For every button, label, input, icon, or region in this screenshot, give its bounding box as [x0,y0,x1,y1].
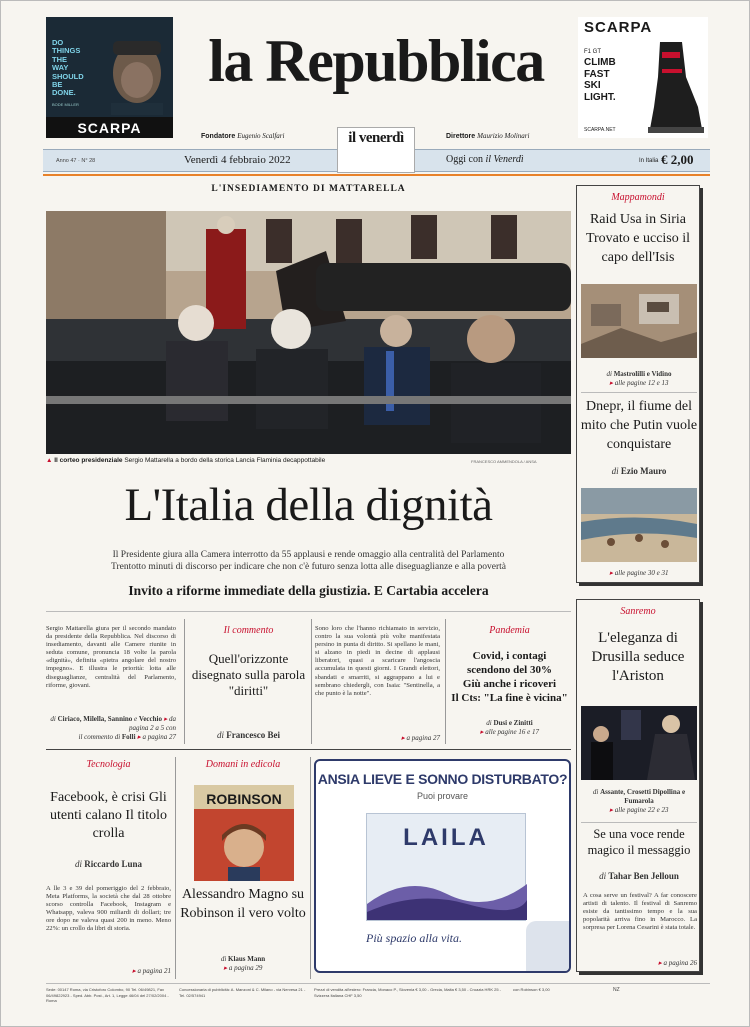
pandemia-byline-prefix: di [486,719,492,727]
masthead-title: la Repubblica [208,28,544,94]
pandemia-line: Il Cts: "La fine è vicina" [451,692,568,704]
pandemia-headline[interactable] [448,649,571,705]
lead-photo[interactable] [46,211,571,454]
mappamondi-pages2: alle pagine 30 e 31 [614,569,669,577]
ad-left-line: THINGS [52,46,81,56]
tecnologia-body: A lle 3 e 39 del pomeriggio del 2 febbraio, Meta Platforms, la società che dal 28 ottobre scorso controlla Facebook, Instagram e Whatsapp, valeva 900 miliardi di dollari; tre ore dopo ne valeva quasi 200 in meno. Meno 22%: un crollo da libri di storia. [46,885,171,933]
ad-left-brand: SCARPA [77,120,142,136]
skier-portrait-image [101,25,171,115]
pandemia-line: scendono del 30% [467,664,552,676]
syria-rubble-image [581,284,697,358]
byline-prefix: di [50,715,56,723]
today-with-name: il Venerdì [485,154,524,165]
ad-right-url: SCARPA.NET [584,127,616,133]
mappamondi-box [576,185,700,583]
ad-right-line: LIGHT. [584,91,616,103]
price: € 2,00 [661,152,694,167]
ad-left-line: DONE. [52,88,76,98]
sanremo-stage-image [581,706,697,780]
lead-headline[interactable]: L'Italia della dignità [124,479,493,531]
pandemia-line: Covid, i contagi [472,650,547,662]
pandemia-pages: alle pagine 16 e 17 [485,728,539,736]
mappamondi-byline-prefix: di [606,370,612,378]
tecnologia-kicker: Tecnologia [86,759,131,770]
lead-subhead[interactable]: Invito a riforme immediate della giustizia. E Cartabia accelera [128,583,489,598]
mappamondi-byline: di Mastrolilli e Vidino ▸ alle pagine 12 e 13 [606,370,672,387]
byline-and: e [134,715,138,723]
pandemia-author: Dusi e Zinitti [493,719,533,727]
tecnologia-headline[interactable]: Facebook, è crisi Gli utenti calano Il titolo crolla [49,790,168,841]
ad-laila-product: LAILA [403,824,489,851]
comment-title[interactable]: Quell'orizzonte disegnato sulla parola "diritti" [191,651,306,698]
comment-author: Francesco Bei [226,730,280,740]
tecnologia-author: Riccardo Luna [84,859,143,869]
sanremo-page2: a pagina 26 [663,959,697,967]
mappamondi-byline2 [581,466,697,476]
ad-left-signature: BODE MILLER [52,102,79,107]
photo-credit: FRANCESCO AMMENDOLA / ANSA [471,459,537,464]
ad-laila[interactable] [314,759,571,973]
today-with-prefix: Oggi con [446,154,483,165]
comment-page-ref: ▸ a pagina 27 [401,734,440,742]
caption-text: Sergio Mattarella a bordo della storica Lancia Flaminia decappottabile [124,457,326,464]
comment-byline-prefix: di [217,730,225,740]
comment-page: a pagina 27 [406,734,440,742]
founder-name: Eugenio Scalfari [237,132,285,140]
sanremo-byline2 [581,871,697,881]
sanremo-pages: alle pagine 22 e 23 [614,806,669,814]
sanremo-headline2[interactable]: Se una voce rende magico il messaggio [587,827,691,857]
byline-last: Vecchio [138,715,162,723]
director-label: Direttore [446,133,476,140]
footer-page-number: NZ [613,987,620,993]
tecnologia-byline-prefix: di [74,859,82,869]
edicola-author: Klaus Mann [228,955,266,963]
lead-byline: di Ciriaco, Milella, Sannino e Vecchio ▸ da pagina 2 a 5 con il commento di Folli ▸ a pagina 27 [50,715,176,741]
comment-byline [191,730,306,740]
ad-left-line: WAY [52,63,69,73]
edicola-page: a pagina 29 [228,964,263,972]
supplement-badge[interactable] [337,127,415,173]
sanremo-byline2-prefix: di [599,871,607,881]
summary-line: Il Presidente giura alla Camera interrotto da 55 applausi e rende omaggio alla centralità del Parlamento [112,550,505,560]
pandemia-line: Giù anche i ricoveri [462,678,557,690]
lavender-graphic [367,864,527,920]
today-with [446,154,524,165]
lead-summary [46,549,571,573]
edicola-kicker: Domani in edicola [205,759,281,770]
founder-line [201,132,284,140]
founder-label: Fondatore [201,133,236,140]
ad-right-line: SKI [584,80,601,91]
pandemia-kicker: Pandemia [489,625,530,636]
byline-pages: da pagina 2 a 5 con [128,715,176,732]
edicola-headline[interactable]: Alessandro Magno su Robinson il vero volto [180,887,306,921]
issue-date: Venerdì 4 febbraio 2022 [184,154,291,166]
ad-left-line: SHOULD [52,71,84,81]
pandemia-byline: di Dusi e Zinitti ▸ alle pagine 16 e 17 [480,719,539,736]
edicola-byline-prefix: di [220,955,227,963]
supplement-badge-label: il venerdì [348,130,404,146]
edicola-byline: di Klaus Mann ▸ a pagina 29 [220,955,266,972]
lead-photo-image [46,211,571,454]
sanremo-headline[interactable]: L'eleganza di Drusilla seduce l'Ariston [591,630,685,684]
comment-kicker: Il commento [223,625,274,636]
tecnologia-page: a pagina 21 [137,967,171,975]
issue-number: Anno 47 · N° 28 [56,158,96,164]
mappamondi-pages: alle pagine 12 e 13 [614,379,669,387]
sanremo-page2-ref: ▸ a pagina 26 [658,959,697,967]
robinson-cover[interactable] [194,785,294,881]
ad-laila-title: ANSIA LIEVE E SONNO DISTURBATO? [317,771,568,787]
sanremo-byline-prefix: di [592,788,599,796]
ad-left-line: THE [52,54,67,64]
ad-left-line: BE [52,80,63,90]
ad-right-line: FAST [584,68,610,80]
mappamondi-author2: Ezio Mauro [620,466,667,476]
mappamondi-authors: Mastrolilli e Vidino [613,370,672,378]
footer-col2: Concessionaria di pubblicità: A. Manzoni & C. Milano - via Nervesa 21 - Tel. 02/574941 [179,987,306,998]
ad-left-line: DO [52,38,64,47]
byline-comment-name: Folli [121,733,136,741]
mappamondi-kicker: Mappamondi [611,192,665,203]
lead-photo-caption: ▲ Il corteo presidenziale Sergio Mattarella a bordo della storica Lancia Flaminia decappottabile [46,457,326,464]
tecnologia-page-ref: ▸ a pagina 21 [132,967,171,975]
byline-names: Ciriaco, Milella, Sannino [57,715,133,723]
director-name: Maurizio Molinari [477,132,530,140]
mappamondi-headline[interactable]: Raid Usa in Siria Trovato e ucciso il capo dell'Isis [585,212,691,265]
summary-line: Trentotto minuti di discorso per indicare che non c'è futuro senza lotta alle diseguaglianze e alla povertà [111,562,506,572]
caption-label: Il corteo presidenziale [54,457,123,464]
ad-right-brand: SCARPA [584,19,653,36]
ad-left-scarpa[interactable] [46,17,173,138]
lead-body: Sergio Mattarella giura per il secondo mandato da presidente della Repubblica. Nel discorso di insediamento, davanti alle Camere riunite in seduta comune, pronuncia 18 volte la parola «dignità», definita «pietra angolare del nostro impegno». E illustra le priorità: lotta alle diseguaglianze, centralità del Parlamento, riforme, giovani. [46,625,176,689]
mappamondi-byline2-prefix: di [611,466,619,476]
sanremo-byline: di Assante, Crosetti Dipollina e Fumarola ▸ alle pagine 22 e 23 [592,788,686,814]
mappamondi-headline2[interactable]: Dnepr, il fiume del mito che Putin vuole conquistare [580,399,698,452]
country-label: In Italia [639,158,659,164]
ad-right-model: F1 GT [584,49,602,55]
ski-boot-image [640,37,706,137]
sanremo-authors: Assante, Crosetti Dipollina e Fumarola [600,788,686,805]
comment-body: Sono loro che l'hanno richiamato in servizio, contro la sua volontà più volte manifestata persino in punta di diritto. Si spellano le mani, si alzano in piedi in decine di applausi liberatori, quasi a scaricare l'angoscia accumulata in questi giorni. I Grandi elettori, sbandati e smarriti, si aggrappano a lui e sembrano chiedergli, con Isaia: "Sentinella, a che punto è la notte". [315,625,440,697]
footer-col1: Sede: 00147 Roma, via Cristoforo Colombo, 90 Tel. 06/49821, Fax 06/49822923 - Sped. Abb. Post., Art. 1, Legge 46/04 del 27/02/2004 - Roma [46,987,169,1003]
robinson-title: ROBINSON [194,785,294,809]
dnepr-painting-image [581,488,697,562]
alexander-portrait-image [212,817,276,881]
byline-comment-page: a pagina 27 [142,733,176,741]
tecnologia-byline [46,859,171,869]
ad-laila-tagline: Più spazio alla vita. [366,931,462,945]
sanremo-kicker: Sanremo [620,606,656,617]
footer-col3: Prezzi di vendita all'estero: Francia, Monaco P., Slovenia € 3,00 - Grecia, Malta € 3,50 - Croazia HRK 25 - Svizzera Italiana CHF 3,50 [314,987,501,998]
byline-comment: il commento di [78,733,121,741]
director-line [446,132,529,140]
sanremo-box [576,599,700,972]
ad-laila-subtitle: Puoi provare [416,791,469,801]
ad-right-line: CLIMB [584,57,616,68]
mappamondi-pages2-ref: ▸ alle pagine 30 e 31 [609,569,669,577]
sanremo-author2: Tahar Ben Jelloun [608,871,679,881]
lead-kicker: L'INSEDIAMENTO DI MATTARELLA [211,184,406,194]
sanremo-body: A cosa serve un festival? A far conoscere artisti di talento. Il festival di Sanremo esiste da tantissimo tempo e la sua popolarità arriva fino in Marocco. La sorpresa per Lorena Cesarini è stata totale. [583,892,697,932]
laila-box-image [366,813,526,921]
ad-right-scarpa[interactable] [578,17,708,138]
footer-col4: con Robinson € 3,00 [513,987,550,992]
